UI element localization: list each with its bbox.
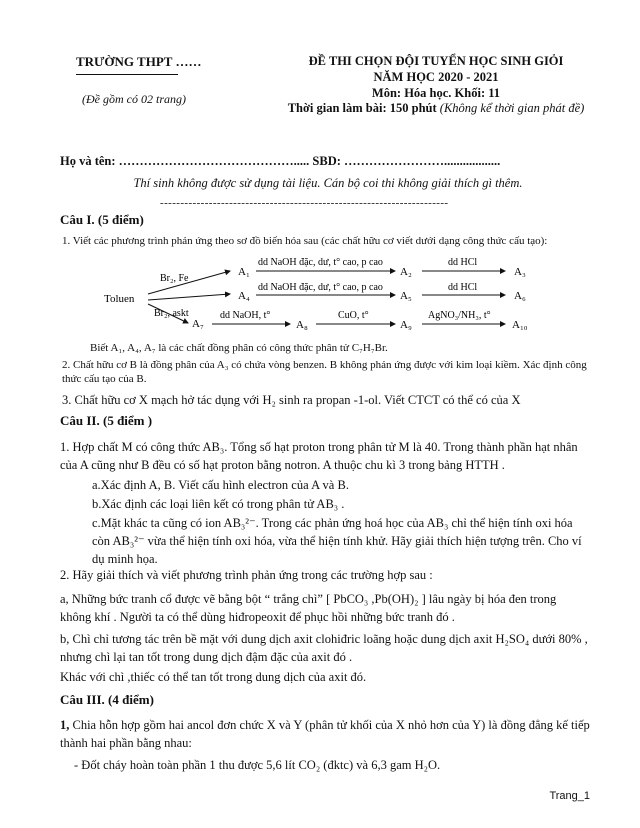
q3-heading: Câu III. (4 điểm) (60, 692, 154, 707)
q2-item1: 1. Hợp chất M có công thức AB₃. Tổng số hạt proton trong phân tử M là 40. Trong thành phần hạt nhân của A cũng như B đều có số hạt proton bằng notron. A thuộc chu kì 3 trong bảng HTTH . (60, 440, 578, 472)
reagent-agno3: AgNO₃/NH₃, t° (428, 310, 491, 321)
reagent-br2-fe: Br₂, Fe (160, 273, 189, 284)
q3-item1-number: 1, (60, 718, 70, 732)
q2-item2-a: a, Những bức tranh cổ được vẽ bằng bột “ trắng chì” [ PbCO₃ ,Pb(OH)₂ ] lâu ngày bị hóa đen trong không khí . Người ta có thể dùng hiđropeoxit để phục hồi những bức tranh đó . (60, 592, 557, 624)
compound-a2: A₂ (400, 266, 412, 278)
q1-item1: 1. Viết các phương trình phản ứng theo sơ đồ biến hóa sau (các chất hữu cơ viết dưới dạng công thức cấu tạo): (62, 235, 548, 247)
reagent-cuo-t: CuO, t° (338, 310, 369, 321)
q2-item2-c: Khác với chì ,thiếc có thể tan tốt trong dung dịch của axit đó. (60, 670, 367, 684)
q3-bullet1: - Đốt cháy hoàn toàn phần 1 thu được 5,6 lít CO₂ (đktc) và 6,3 gam H₂O. (74, 758, 441, 772)
q1-heading: Câu I. (5 điểm) (60, 212, 144, 227)
reaction-scheme (90, 254, 540, 334)
q3-item1-text: Chia hỗn hợp gồm hai ancol đơn chức X và Y (phân tử khối của X nhỏ hơn của Y) là đồng đẳng kế tiếp thành hai phần bằng nhau: (60, 718, 590, 750)
divider-line: ----------------------------------------------------------------------- (160, 197, 449, 209)
time-line (250, 100, 622, 117)
q3-item1 (60, 716, 590, 752)
q2-item1-a: a.Xác định A, B. Viết cấu hình electron của A và B. (92, 478, 349, 492)
compound-a9: A₉ (400, 319, 412, 331)
candidate-name-line: Họ và tên: ……………………………………..... SBD: …………………….................. (60, 154, 501, 168)
arrow-to-a4 (148, 294, 230, 300)
compound-a8: A₈ (296, 319, 308, 331)
compound-a10: A₁₀ (512, 319, 528, 331)
q1-item2: 2. Chất hữu cơ B là đồng phân của A₃ có chứa vòng benzen. B không phản ứng được với kim loại kiềm. Xác định công thức cấu tạo của B. (62, 359, 587, 385)
time-value: Thời gian làm bài: 150 phút (287, 101, 437, 115)
reagent-naoh-t: dd NaOH, t° (220, 310, 271, 321)
school-underline (76, 74, 178, 75)
compound-a4: A₄ (238, 290, 250, 302)
page-count-note: (Đề gồm có 02 trang) (82, 92, 186, 106)
q2-item1-b: b.Xác định các loại liên kết có trong phân tử AB₃ . (92, 497, 345, 511)
reagent-hcl-2: dd HCl (448, 282, 478, 293)
school-year: NĂM HỌC 2020 - 2021 (373, 70, 499, 84)
q1-item3: 3. Chất hữu cơ X mạch hở tác dụng với H₂ sinh ra propan -1-ol. Viết CTCT có thể có của X (62, 393, 521, 407)
exam-title: ĐỀ THI CHỌN ĐỘI TUYỂN HỌC SINH GIỎI (308, 54, 564, 68)
compound-a7: A₇ (192, 318, 204, 330)
reagent-naoh-hot-1: dd NaOH đặc, dư, t° cao, p cao (258, 257, 383, 268)
subject-line: Môn: Hóa học. Khối: 11 (371, 86, 501, 100)
q2-item2: 2. Hãy giải thích và viết phương trình phản ứng trong các trường hợp sau : (60, 568, 433, 582)
exam-instruction: Thí sinh không được sử dụng tài liệu. Cán bộ coi thi không giải thích gì thêm. (133, 176, 523, 190)
compound-a1: A₁ (238, 266, 250, 278)
reagent-naoh-hot-2: dd NaOH đặc, dư, t° cao, p cao (258, 282, 383, 293)
reagent-hcl-1: dd HCl (448, 257, 478, 268)
page-footer: Trang_1 (549, 790, 590, 802)
q2-item1-c: c.Mặt khác ta cũng có ion AB₃²⁻. Trong các phản ứng hoá học của AB₃ chỉ thể hiện tính oxi hóa còn AB₃²⁻ vừa thể hiện tính oxi hóa, vừa thể hiện tính khử. Hãy giải thích hiện tượng trên. Cho ví dụ minh họa. (92, 516, 582, 566)
compound-a3: A₃ (514, 266, 526, 278)
time-note: (Không kể thời gian phát đề) (439, 101, 585, 115)
scheme-note: Biết A₁, A₄, A₇ là các chất đồng phân có công thức phân tử C₇H₇Br. (90, 342, 388, 354)
reagent-br2-askt: Br₂, askt (154, 308, 189, 319)
school-name: TRƯỜNG THPT …… (76, 54, 202, 69)
compound-a5: A₅ (400, 290, 412, 302)
scheme-start: Toluen (104, 293, 135, 305)
compound-a6: A₆ (514, 290, 526, 302)
q2-item2-b: b, Chì chỉ tương tác trên bề mặt với dung dịch axit clohiđric loãng hoặc dung dịch axit H₂SO₄ dưới 80% , nhưng chì lại tan tốt trong dung dịch đậm đặc của axit đó . (60, 632, 588, 664)
q2-heading: Câu II. (5 điểm ) (60, 413, 153, 428)
